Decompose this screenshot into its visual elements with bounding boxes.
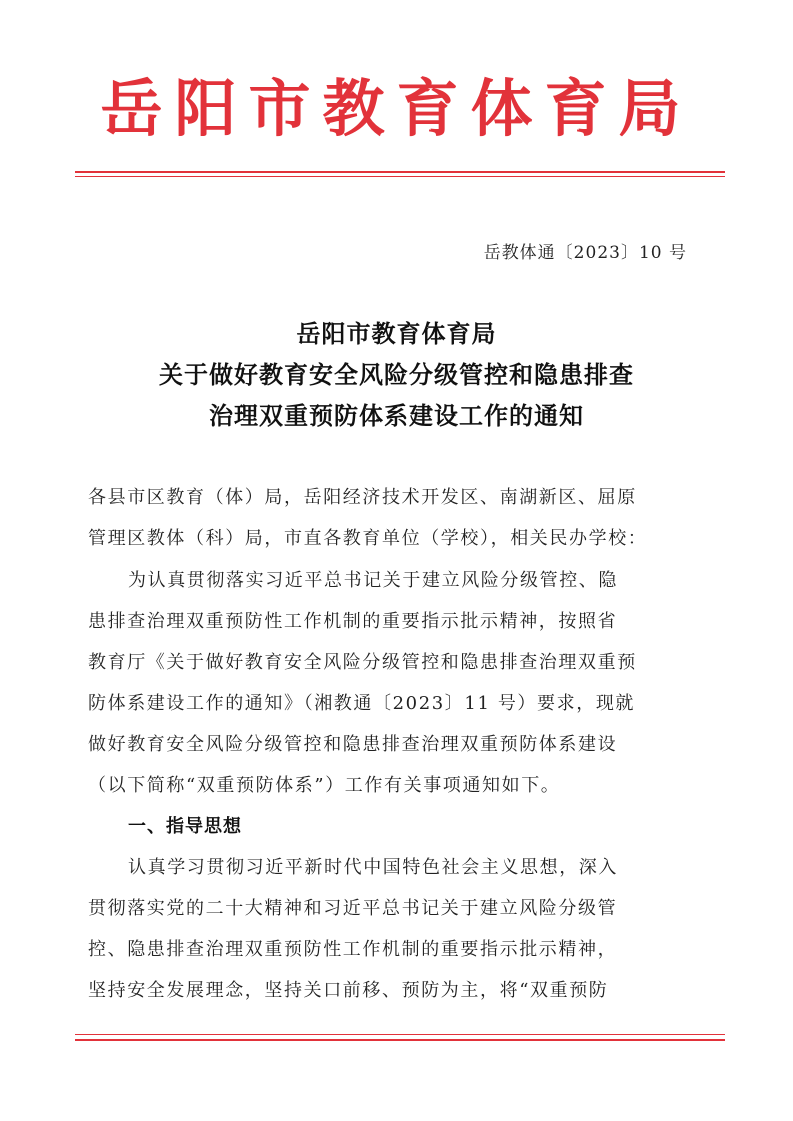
- recipients-line-2: 管理区教体（科）局，市直各教育单位（学校），相关民办学校：: [88, 528, 648, 549]
- paragraph-1-line-5: 做好教育安全风险分级管控和隐患排查治理双重预防体系建设: [88, 734, 618, 755]
- recipients-line-1: 各县市区教育（体）局，岳阳经济技术开发区、南湖新区、屈原: [88, 487, 637, 508]
- paragraph-2-line-2: 贯彻落实党的二十大精神和习近平总书记关于建立风险分级管: [88, 898, 618, 919]
- paragraph-1-line-1: 为认真贯彻落实习近平总书记关于建立风险分级管控、隐: [128, 570, 618, 591]
- masthead-red-rule-thin: [75, 176, 725, 177]
- document-title-line-3: 治理双重预防体系建设工作的通知: [209, 402, 584, 430]
- issuer-masthead: 岳阳市教育体育局: [100, 72, 693, 145]
- footer-red-rule-thin: [75, 1034, 725, 1035]
- paragraph-2-line-3: 控、隐患排查治理双重预防性工作机制的重要指示批示精神，: [88, 939, 618, 960]
- paragraph-2-line-1: 认真学习贯彻习近平新时代中国特色社会主义思想，深入: [128, 857, 618, 878]
- footer-red-rule: [75, 1039, 725, 1041]
- document-title-line-2: 关于做好教育安全风险分级管控和隐患排查: [159, 361, 634, 389]
- paragraph-1-line-4: 防体系建设工作的通知》（湘教通〔2023〕11 号）要求，现就: [88, 693, 636, 714]
- paragraph-1-line-2: 患排查治理双重预防性工作机制的重要指示批示精神，按照省: [88, 611, 618, 632]
- paragraph-1-line-6: （以下简称“双重预防体系”）工作有关事项通知如下。: [88, 775, 561, 796]
- section-heading-guiding-ideology: 一、指导思想: [128, 816, 242, 837]
- paragraph-2-line-4: 坚持安全发展理念，坚持关口前移、预防为主，将“双重预防: [88, 980, 609, 1001]
- document-title-line-1: 岳阳市教育体育局: [296, 320, 497, 348]
- masthead-red-rule: [75, 171, 725, 173]
- paragraph-1-line-3: 教育厅《关于做好教育安全风险分级管控和隐患排查治理双重预: [88, 652, 637, 673]
- document-number: 岳教体通〔2023〕10 号: [483, 243, 687, 263]
